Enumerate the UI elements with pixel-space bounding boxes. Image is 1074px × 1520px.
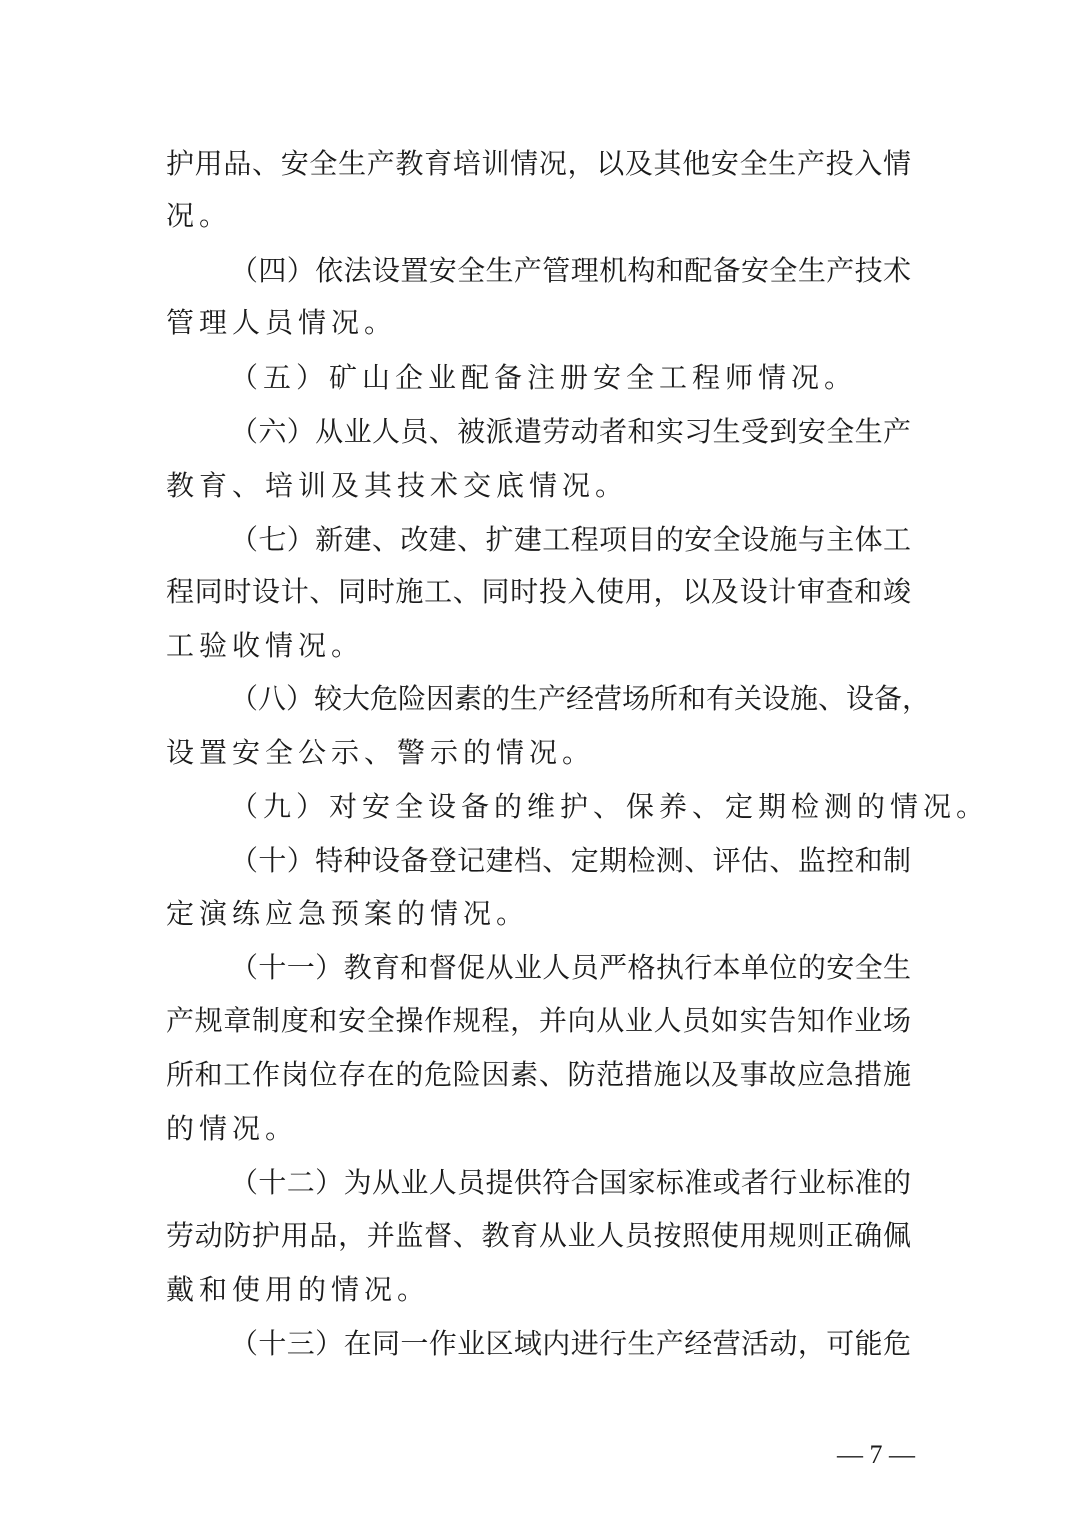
text-line: （五）矿山企业配备注册安全工程师情况。 (230, 361, 858, 394)
text-line: 教育、培训及其技术交底情况。 (166, 469, 629, 502)
text-line: 管理人员情况。 (166, 306, 398, 339)
text-line: 戴和使用的情况。 (166, 1273, 431, 1306)
text-line: 工验收情况。 (166, 629, 365, 662)
text-line: 护用品、安全生产教育培训情况，以及其他安全生产投入情 (166, 147, 911, 180)
text-line: （四）依法设置安全生产管理机构和配备安全生产技术 (230, 254, 911, 287)
text-line: （十三）在同一作业区域内进行生产经营活动，可能危 (230, 1327, 911, 1360)
text-line: （七）新建、改建、扩建工程项目的安全设施与主体工 (230, 523, 911, 556)
text-line: 的情况。 (166, 1112, 299, 1145)
text-line: 设置安全公示、警示的情况。 (166, 736, 596, 769)
text-line: 劳动防护用品，并监督、教育从业人员按照使用规则正确佩 (166, 1219, 911, 1252)
page-number: — 7 — (837, 1440, 915, 1469)
text-line: 定演练应急预案的情况。 (166, 897, 530, 930)
text-line: （十二）为从业人员提供符合国家标准或者行业标准的 (230, 1166, 911, 1199)
text-line: 所和工作岗位存在的危险因素、防范措施以及事故应急措施 (166, 1058, 911, 1091)
text-line: （十一）教育和督促从业人员严格执行本单位的安全生 (230, 951, 911, 984)
text-line: （十）特种设备登记建档、定期检测、评估、监控和制 (230, 844, 911, 877)
text-line: 产规章制度和安全操作规程，并向从业人员如实告知作业场 (166, 1004, 911, 1037)
text-line: （九）对安全设备的维护、保养、定期检测的情况。 (230, 790, 990, 823)
text-line: （八）较大危险因素的生产经营场所和有关设施、设备， (230, 682, 931, 715)
text-line: 况。 (166, 199, 233, 232)
text-line: 程同时设计、同时施工、同时投入使用，以及设计审查和竣 (166, 575, 911, 608)
text-line: （六）从业人员、被派遣劳动者和实习生受到安全生产 (230, 415, 911, 448)
